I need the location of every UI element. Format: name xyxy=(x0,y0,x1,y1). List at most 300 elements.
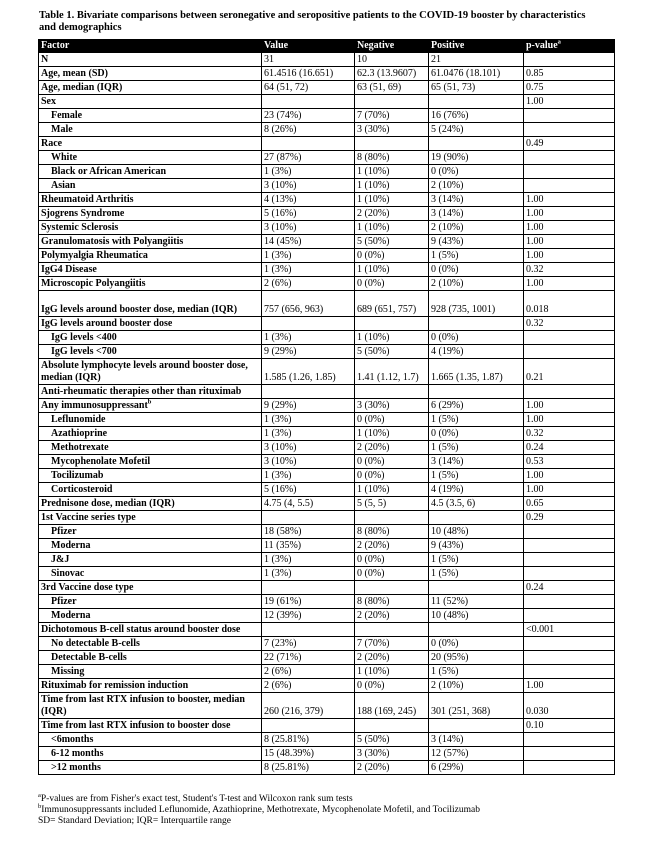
table-row xyxy=(39,399,615,413)
table-row xyxy=(39,413,615,427)
factor-cell xyxy=(39,317,262,331)
value-cell: 1.585 (1.26, 1.85) xyxy=(262,359,355,385)
factor-cell xyxy=(39,567,262,581)
factor-label: Detectable B-cells xyxy=(51,652,127,663)
table-row xyxy=(39,719,615,733)
factor-cell xyxy=(39,553,262,567)
footnote xyxy=(38,802,618,816)
positive-cell: 0 (0%) xyxy=(429,165,524,179)
value-cell: 8 (25.81%) xyxy=(262,733,355,747)
value-cell: 3 (10%) xyxy=(262,441,355,455)
factor-cell xyxy=(39,413,262,427)
footnote-sup: b xyxy=(38,802,42,810)
value-cell: 1 (3%) xyxy=(262,331,355,345)
value-cell: 23 (74%) xyxy=(262,109,355,123)
value-cell xyxy=(262,95,355,109)
positive-cell: 1 (5%) xyxy=(429,553,524,567)
value-cell: 1 (3%) xyxy=(262,427,355,441)
negative-cell: 2 (20%) xyxy=(355,539,429,553)
factor-label: Microscopic Polyangiitis xyxy=(41,278,146,289)
positive-cell: 0 (0%) xyxy=(429,331,524,345)
p-value-cell xyxy=(524,331,615,345)
p-value-cell: 1.00 xyxy=(524,235,615,249)
positive-cell xyxy=(429,581,524,595)
value-cell: 7 (23%) xyxy=(262,637,355,651)
table-row xyxy=(39,359,615,385)
p-value-cell xyxy=(524,761,615,775)
positive-cell: 65 (51, 73) xyxy=(429,81,524,95)
factor-cell xyxy=(39,679,262,693)
factor-label: Prednisone dose, median (IQR) xyxy=(41,498,175,509)
value-cell: 1 (3%) xyxy=(262,553,355,567)
table-row xyxy=(39,137,615,151)
table-row xyxy=(39,567,615,581)
negative-cell: 0 (0%) xyxy=(355,277,429,291)
factor-label: Any immunosuppressant xyxy=(41,400,148,411)
factor-label: 3rd Vaccine dose type xyxy=(41,582,134,593)
negative-cell: 7 (70%) xyxy=(355,637,429,651)
p-value-cell: 1.00 xyxy=(524,221,615,235)
table-row xyxy=(39,497,615,511)
p-value-cell: 0.030 xyxy=(524,693,615,719)
factor-label: Male xyxy=(51,124,73,135)
p-value-cell: 1.00 xyxy=(524,277,615,291)
p-value-cell xyxy=(524,539,615,553)
positive-cell: 4 (19%) xyxy=(429,345,524,359)
table-row xyxy=(39,747,615,761)
value-cell: 5 (16%) xyxy=(262,207,355,221)
positive-cell: 3 (14%) xyxy=(429,733,524,747)
factor-cell xyxy=(39,67,262,81)
p-value-cell: 0.018 xyxy=(524,291,615,317)
p-value-cell xyxy=(524,179,615,193)
factor-cell xyxy=(39,95,262,109)
factor-label: IgG levels around booster dose, median (IQR) xyxy=(41,304,238,315)
negative-cell: 3 (30%) xyxy=(355,123,429,137)
value-cell: 9 (29%) xyxy=(262,345,355,359)
positive-cell xyxy=(429,385,524,399)
negative-cell: 0 (0%) xyxy=(355,679,429,693)
table-row xyxy=(39,525,615,539)
negative-cell: 1 (10%) xyxy=(355,427,429,441)
factor-cell xyxy=(39,385,262,399)
negative-cell: 1 (10%) xyxy=(355,221,429,235)
table-row xyxy=(39,179,615,193)
value-cell: 2 (6%) xyxy=(262,679,355,693)
negative-cell: 1 (10%) xyxy=(355,331,429,345)
positive-cell: 1 (5%) xyxy=(429,441,524,455)
value-cell: 1 (3%) xyxy=(262,469,355,483)
footnote-text: P-values are from Fisher's exact test, Student's T-test and Wilcoxon rank sum tests xyxy=(40,794,353,804)
factor-cell xyxy=(39,207,262,221)
table-row xyxy=(39,441,615,455)
value-cell xyxy=(262,511,355,525)
p-value-cell: <0.001 xyxy=(524,623,615,637)
factor-label: Mycophenolate Mofetil xyxy=(51,456,151,467)
value-cell: 31 xyxy=(262,53,355,67)
negative-cell: 5 (50%) xyxy=(355,235,429,249)
factor-cell xyxy=(39,719,262,733)
factor-cell xyxy=(39,331,262,345)
table-row xyxy=(39,193,615,207)
value-cell: 5 (16%) xyxy=(262,483,355,497)
factor-cell xyxy=(39,81,262,95)
factor-label: N xyxy=(41,54,49,65)
factor-cell xyxy=(39,151,262,165)
factor-cell xyxy=(39,525,262,539)
table-row xyxy=(39,651,615,665)
p-value-cell xyxy=(524,665,615,679)
value-cell xyxy=(262,385,355,399)
p-value-cell: 1.00 xyxy=(524,207,615,221)
header-positive: Positive xyxy=(429,40,524,53)
value-cell: 2 (6%) xyxy=(262,665,355,679)
footnote-text: Immunosuppressants included Leflunomide, Azathioprine, Methotrexate, Mycophenolate Mofetil, and Tocilizumab xyxy=(41,805,480,815)
value-cell: 18 (58%) xyxy=(262,525,355,539)
table-row xyxy=(39,277,615,291)
table-row xyxy=(39,385,615,399)
factor-cell xyxy=(39,595,262,609)
negative-cell: 8 (80%) xyxy=(355,151,429,165)
factor-label: Anti-rheumatic therapies other than rituximab xyxy=(41,386,242,397)
negative-cell: 7 (70%) xyxy=(355,109,429,123)
header-p-value-label: p-value xyxy=(526,40,558,51)
table-row xyxy=(39,679,615,693)
positive-cell: 1.665 (1.35, 1.87) xyxy=(429,359,524,385)
factor-label: Absolute lymphocyte levels around booster dose, median (IQR) xyxy=(41,360,248,383)
value-cell xyxy=(262,719,355,733)
p-value-cell: 0.75 xyxy=(524,81,615,95)
factor-cell xyxy=(39,123,262,137)
table-row xyxy=(39,331,615,345)
positive-cell: 3 (14%) xyxy=(429,207,524,221)
header-p-value-sup: a xyxy=(557,39,561,46)
p-value-cell: 0.24 xyxy=(524,441,615,455)
positive-cell: 3 (14%) xyxy=(429,193,524,207)
negative-cell xyxy=(355,581,429,595)
footnote-text: SD= Standard Deviation; IQR= Interquartile range xyxy=(38,816,232,826)
positive-cell: 12 (57%) xyxy=(429,747,524,761)
value-cell: 14 (45%) xyxy=(262,235,355,249)
negative-cell xyxy=(355,95,429,109)
p-value-cell: 0.65 xyxy=(524,497,615,511)
p-value-cell: 1.00 xyxy=(524,249,615,263)
negative-cell: 62.3 (13.9607) xyxy=(355,67,429,81)
p-value-cell: 0.24 xyxy=(524,581,615,595)
negative-cell: 689 (651, 757) xyxy=(355,291,429,317)
positive-cell xyxy=(429,623,524,637)
factor-label: J&J xyxy=(51,554,70,565)
p-value-cell: 0.32 xyxy=(524,427,615,441)
positive-cell: 6 (29%) xyxy=(429,761,524,775)
factor-cell xyxy=(39,665,262,679)
negative-cell: 10 xyxy=(355,53,429,67)
table-row xyxy=(39,235,615,249)
negative-cell: 0 (0%) xyxy=(355,455,429,469)
factor-label: Tocilizumab xyxy=(51,470,104,481)
factor-cell xyxy=(39,249,262,263)
value-cell: 61.4516 (16.651) xyxy=(262,67,355,81)
factor-cell xyxy=(39,441,262,455)
table-row xyxy=(39,733,615,747)
table-row xyxy=(39,109,615,123)
negative-cell: 0 (0%) xyxy=(355,567,429,581)
negative-cell: 5 (5, 5) xyxy=(355,497,429,511)
factor-label: Systemic Sclerosis xyxy=(41,222,119,233)
positive-cell: 3 (14%) xyxy=(429,455,524,469)
factor-cell xyxy=(39,291,262,317)
table-row xyxy=(39,637,615,651)
value-cell: 9 (29%) xyxy=(262,399,355,413)
positive-cell: 9 (43%) xyxy=(429,235,524,249)
factor-label: Dichotomous B-cell status around booster dose xyxy=(41,624,241,635)
header-p-value xyxy=(524,40,615,53)
negative-cell: 1 (10%) xyxy=(355,179,429,193)
factor-label: IgG levels <400 xyxy=(51,332,117,343)
table-row xyxy=(39,609,615,623)
p-value-cell: 0.53 xyxy=(524,455,615,469)
factor-label: Moderna xyxy=(51,540,91,551)
table-row xyxy=(39,207,615,221)
p-value-cell xyxy=(524,553,615,567)
factor-label: Corticosteroid xyxy=(51,484,113,495)
factor-label: Polymyalgia Rheumatica xyxy=(41,250,148,261)
p-value-cell: 0.49 xyxy=(524,137,615,151)
factor-label: Sjogrens Syndrome xyxy=(41,208,125,219)
negative-cell xyxy=(355,317,429,331)
value-cell: 22 (71%) xyxy=(262,651,355,665)
negative-cell: 188 (169, 245) xyxy=(355,693,429,719)
positive-cell: 21 xyxy=(429,53,524,67)
negative-cell xyxy=(355,623,429,637)
factor-label: Rituximab for remission induction xyxy=(41,680,189,691)
p-value-cell: 1.00 xyxy=(524,193,615,207)
p-value-cell xyxy=(524,165,615,179)
factor-cell xyxy=(39,109,262,123)
positive-cell: 10 (48%) xyxy=(429,609,524,623)
negative-cell: 5 (50%) xyxy=(355,733,429,747)
factor-label: Black or African American xyxy=(51,166,167,177)
value-cell: 3 (10%) xyxy=(262,179,355,193)
p-value-cell: 0.29 xyxy=(524,511,615,525)
positive-cell xyxy=(429,719,524,733)
factor-label: Female xyxy=(51,110,83,121)
footnote xyxy=(38,791,618,805)
negative-cell: 1.41 (1.12, 1.7) xyxy=(355,359,429,385)
positive-cell: 0 (0%) xyxy=(429,637,524,651)
factor-label: Time from last RTX infusion to booster dose xyxy=(41,720,231,731)
table-row xyxy=(39,665,615,679)
factor-cell xyxy=(39,733,262,747)
value-cell xyxy=(262,623,355,637)
factor-cell xyxy=(39,221,262,235)
p-value-cell: 0.10 xyxy=(524,719,615,733)
factor-label: Asian xyxy=(51,180,76,191)
positive-cell xyxy=(429,511,524,525)
factor-label: Sex xyxy=(41,96,56,107)
footnotes xyxy=(38,791,618,827)
factor-label: Pfizer xyxy=(51,596,77,607)
factor-cell xyxy=(39,235,262,249)
value-cell: 15 (48.39%) xyxy=(262,747,355,761)
negative-cell xyxy=(355,137,429,151)
factor-label: IgG4 Disease xyxy=(41,264,97,275)
positive-cell xyxy=(429,137,524,151)
negative-cell: 8 (80%) xyxy=(355,525,429,539)
value-cell: 1 (3%) xyxy=(262,249,355,263)
positive-cell: 11 (52%) xyxy=(429,595,524,609)
negative-cell: 0 (0%) xyxy=(355,553,429,567)
value-cell xyxy=(262,137,355,151)
factor-label: Age, median (IQR) xyxy=(41,82,123,93)
table-row xyxy=(39,221,615,235)
p-value-cell xyxy=(524,53,615,67)
factor-cell xyxy=(39,399,262,413)
factor-label: Moderna xyxy=(51,610,91,621)
value-cell: 12 (39%) xyxy=(262,609,355,623)
table-row xyxy=(39,249,615,263)
table-row xyxy=(39,553,615,567)
positive-cell: 61.0476 (18.101) xyxy=(429,67,524,81)
p-value-cell: 1.00 xyxy=(524,413,615,427)
value-cell: 8 (25.81%) xyxy=(262,761,355,775)
table-row xyxy=(39,469,615,483)
factor-cell xyxy=(39,179,262,193)
table-row xyxy=(39,511,615,525)
negative-cell: 2 (20%) xyxy=(355,761,429,775)
factor-label: Rheumatoid Arthritis xyxy=(41,194,134,205)
factor-label: >12 months xyxy=(51,762,101,773)
negative-cell: 2 (20%) xyxy=(355,441,429,455)
negative-cell: 1 (10%) xyxy=(355,263,429,277)
factor-cell xyxy=(39,651,262,665)
p-value-cell: 0.21 xyxy=(524,359,615,385)
table-row xyxy=(39,67,615,81)
factor-label: Azathioprine xyxy=(51,428,108,439)
factor-sup: b xyxy=(147,398,152,406)
negative-cell: 0 (0%) xyxy=(355,249,429,263)
factor-label: Pfizer xyxy=(51,526,77,537)
factor-cell xyxy=(39,581,262,595)
positive-cell: 6 (29%) xyxy=(429,399,524,413)
factor-label: 1st Vaccine series type xyxy=(41,512,136,523)
positive-cell xyxy=(429,95,524,109)
table-row xyxy=(39,595,615,609)
factor-cell xyxy=(39,761,262,775)
table-row xyxy=(39,427,615,441)
value-cell xyxy=(262,317,355,331)
value-cell: 757 (656, 963) xyxy=(262,291,355,317)
table-row xyxy=(39,345,615,359)
factor-cell xyxy=(39,539,262,553)
negative-cell: 0 (0%) xyxy=(355,413,429,427)
value-cell: 1 (3%) xyxy=(262,413,355,427)
p-value-cell xyxy=(524,567,615,581)
negative-cell: 63 (51, 69) xyxy=(355,81,429,95)
negative-cell xyxy=(355,511,429,525)
value-cell: 2 (6%) xyxy=(262,277,355,291)
table-row xyxy=(39,95,615,109)
table-header-row xyxy=(39,40,615,53)
p-value-cell: 1.00 xyxy=(524,95,615,109)
negative-cell: 1 (10%) xyxy=(355,665,429,679)
negative-cell xyxy=(355,719,429,733)
footnote-sup: a xyxy=(38,791,41,799)
negative-cell: 1 (10%) xyxy=(355,165,429,179)
value-cell: 27 (87%) xyxy=(262,151,355,165)
value-cell: 4.75 (4, 5.5) xyxy=(262,497,355,511)
results-table xyxy=(38,39,615,775)
factor-label: Missing xyxy=(51,666,85,677)
p-value-cell xyxy=(524,651,615,665)
p-value-cell xyxy=(524,747,615,761)
negative-cell: 5 (50%) xyxy=(355,345,429,359)
factor-cell xyxy=(39,747,262,761)
table-row xyxy=(39,539,615,553)
factor-label: IgG levels around booster dose xyxy=(41,318,173,329)
factor-cell xyxy=(39,637,262,651)
factor-cell xyxy=(39,693,262,719)
p-value-cell xyxy=(524,595,615,609)
table-body xyxy=(39,53,615,775)
positive-cell: 1 (5%) xyxy=(429,665,524,679)
value-cell: 19 (61%) xyxy=(262,595,355,609)
factor-cell xyxy=(39,469,262,483)
positive-cell: 928 (735, 1001) xyxy=(429,291,524,317)
factor-cell xyxy=(39,609,262,623)
value-cell: 1 (3%) xyxy=(262,165,355,179)
negative-cell: 2 (20%) xyxy=(355,207,429,221)
factor-label: Age, mean (SD) xyxy=(41,68,108,79)
factor-cell xyxy=(39,53,262,67)
p-value-cell xyxy=(524,109,615,123)
p-value-cell xyxy=(524,637,615,651)
factor-cell xyxy=(39,455,262,469)
factor-label: Race xyxy=(41,138,63,149)
negative-cell: 2 (20%) xyxy=(355,651,429,665)
negative-cell: 8 (80%) xyxy=(355,595,429,609)
positive-cell: 5 (24%) xyxy=(429,123,524,137)
positive-cell: 4.5 (3.5, 6) xyxy=(429,497,524,511)
value-cell: 64 (51, 72) xyxy=(262,81,355,95)
factor-cell xyxy=(39,193,262,207)
negative-cell: 3 (30%) xyxy=(355,747,429,761)
factor-cell xyxy=(39,427,262,441)
positive-cell: 10 (48%) xyxy=(429,525,524,539)
positive-cell: 1 (5%) xyxy=(429,567,524,581)
value-cell: 1 (3%) xyxy=(262,567,355,581)
p-value-cell: 1.00 xyxy=(524,399,615,413)
table-row xyxy=(39,317,615,331)
p-value-cell: 0.32 xyxy=(524,317,615,331)
table-row xyxy=(39,483,615,497)
factor-label: 6-12 months xyxy=(51,748,104,759)
negative-cell xyxy=(355,385,429,399)
negative-cell: 1 (10%) xyxy=(355,483,429,497)
negative-cell: 1 (10%) xyxy=(355,193,429,207)
value-cell: 260 (216, 379) xyxy=(262,693,355,719)
table-caption: Table 1. Bivariate comparisons between seronegative and seropositive patients to the COVID-19 booster by characteristics and demographics xyxy=(39,10,586,33)
positive-cell: 0 (0%) xyxy=(429,427,524,441)
p-value-cell xyxy=(524,733,615,747)
negative-cell: 2 (20%) xyxy=(355,609,429,623)
factor-label: IgG levels <700 xyxy=(51,346,117,357)
table-row xyxy=(39,455,615,469)
table-row xyxy=(39,123,615,137)
value-cell: 8 (26%) xyxy=(262,123,355,137)
factor-cell xyxy=(39,623,262,637)
header-value: Value xyxy=(262,40,355,53)
